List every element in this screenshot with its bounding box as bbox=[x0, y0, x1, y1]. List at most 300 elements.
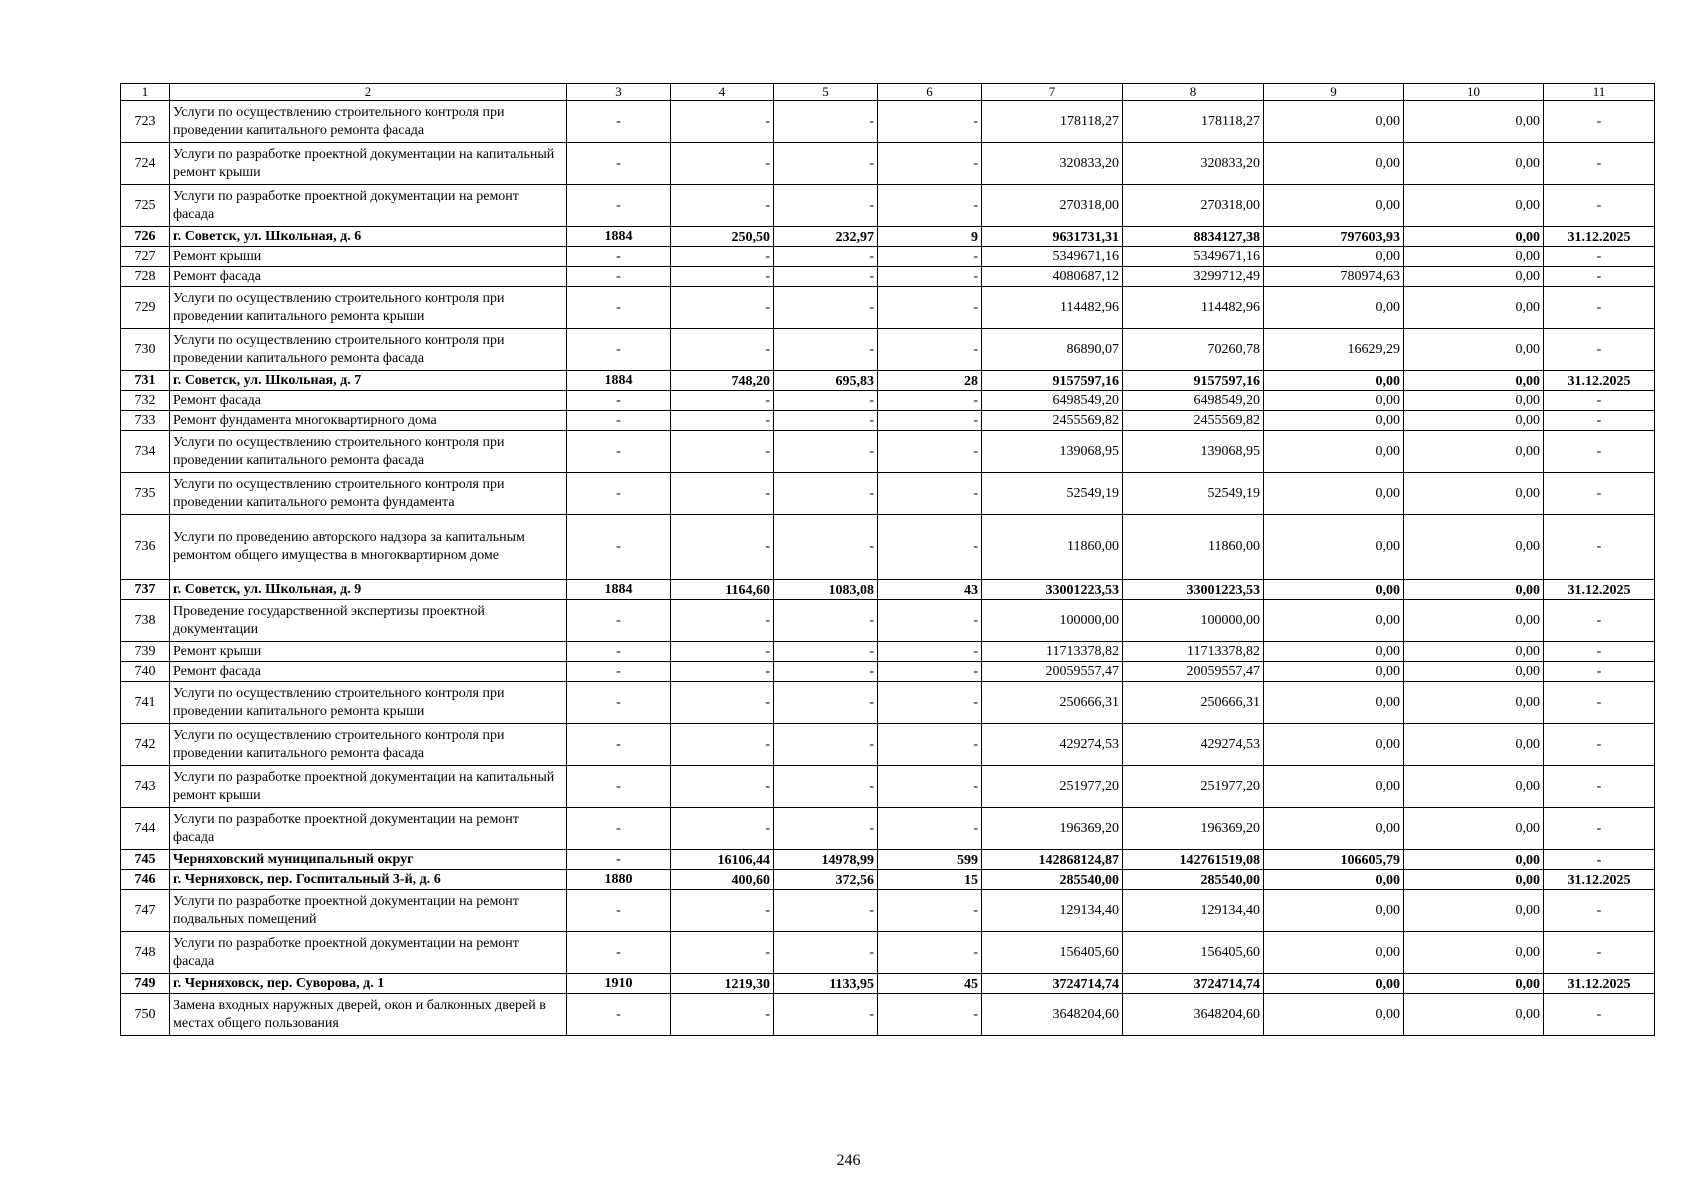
row-number: 724 bbox=[121, 143, 170, 185]
deadline-cell: - bbox=[1544, 766, 1655, 808]
residents-cell: 28 bbox=[878, 371, 982, 391]
cost-other-cell: 0,00 bbox=[1264, 580, 1404, 600]
table-row bbox=[121, 766, 1655, 808]
table-row bbox=[121, 329, 1655, 371]
area-total-cell: - bbox=[671, 890, 774, 932]
cost-extra-cell: 0,00 bbox=[1404, 994, 1544, 1036]
year-cell: - bbox=[567, 642, 671, 662]
cost-other-cell: 0,00 bbox=[1264, 473, 1404, 515]
item-name: г. Черняховск, пер. Суворова, д. 1 bbox=[170, 974, 567, 994]
cost-total-cell: 20059557,47 bbox=[982, 662, 1123, 682]
header-cell: 6 bbox=[878, 84, 982, 101]
area-living-cell: - bbox=[774, 515, 878, 580]
row-number: 744 bbox=[121, 808, 170, 850]
cost-other-cell: 0,00 bbox=[1264, 247, 1404, 267]
item-name: Услуги по разработке проектной документации на капитальный ремонт крыши bbox=[170, 766, 567, 808]
table-row bbox=[121, 287, 1655, 329]
item-name: г. Советск, ул. Школьная, д. 6 bbox=[170, 227, 567, 247]
row-number: 728 bbox=[121, 267, 170, 287]
row-number: 731 bbox=[121, 371, 170, 391]
cost-other-cell: 0,00 bbox=[1264, 287, 1404, 329]
area-total-cell: - bbox=[671, 247, 774, 267]
residents-cell: 43 bbox=[878, 580, 982, 600]
cost-extra-cell: 0,00 bbox=[1404, 580, 1544, 600]
cost-fund-cell: 52549,19 bbox=[1123, 473, 1264, 515]
area-living-cell: - bbox=[774, 431, 878, 473]
residents-cell: 15 bbox=[878, 870, 982, 890]
area-living-cell: - bbox=[774, 890, 878, 932]
cost-extra-cell: 0,00 bbox=[1404, 515, 1544, 580]
deadline-cell: - bbox=[1544, 287, 1655, 329]
cost-other-cell: 0,00 bbox=[1264, 185, 1404, 227]
area-living-cell: - bbox=[774, 411, 878, 431]
year-cell: 1880 bbox=[567, 870, 671, 890]
deadline-cell: 31.12.2025 bbox=[1544, 870, 1655, 890]
year-cell: 1884 bbox=[567, 227, 671, 247]
table-row bbox=[121, 391, 1655, 411]
cost-extra-cell: 0,00 bbox=[1404, 870, 1544, 890]
cost-total-cell: 11860,00 bbox=[982, 515, 1123, 580]
row-number: 748 bbox=[121, 932, 170, 974]
item-name: г. Советск, ул. Школьная, д. 7 bbox=[170, 371, 567, 391]
item-name: Услуги по проведению авторского надзора за капитальным ремонтом общего имущества в многоквартирном доме bbox=[170, 515, 567, 580]
area-living-cell: - bbox=[774, 600, 878, 642]
cost-total-cell: 156405,60 bbox=[982, 932, 1123, 974]
area-living-cell: - bbox=[774, 932, 878, 974]
row-number: 725 bbox=[121, 185, 170, 227]
table-row-address bbox=[121, 580, 1655, 600]
row-number: 749 bbox=[121, 974, 170, 994]
row-number: 734 bbox=[121, 431, 170, 473]
area-living-cell: 14978,99 bbox=[774, 850, 878, 870]
row-number: 750 bbox=[121, 994, 170, 1036]
row-number: 733 bbox=[121, 411, 170, 431]
year-cell: 1884 bbox=[567, 580, 671, 600]
table-row bbox=[121, 932, 1655, 974]
column-number-row bbox=[121, 84, 1655, 101]
header-cell: 2 bbox=[170, 84, 567, 101]
item-name: Услуги по разработке проектной документации на капитальный ремонт крыши bbox=[170, 143, 567, 185]
area-total-cell: - bbox=[671, 287, 774, 329]
cost-fund-cell: 2455569,82 bbox=[1123, 411, 1264, 431]
year-cell: - bbox=[567, 515, 671, 580]
residents-cell: - bbox=[878, 808, 982, 850]
residents-cell: - bbox=[878, 101, 982, 143]
item-name: Услуги по разработке проектной документации на ремонт фасада bbox=[170, 808, 567, 850]
area-total-cell: - bbox=[671, 932, 774, 974]
cost-extra-cell: 0,00 bbox=[1404, 411, 1544, 431]
cost-total-cell: 251977,20 bbox=[982, 766, 1123, 808]
table-row bbox=[121, 642, 1655, 662]
year-cell: - bbox=[567, 431, 671, 473]
row-number: 741 bbox=[121, 682, 170, 724]
year-cell: - bbox=[567, 600, 671, 642]
area-living-cell: - bbox=[774, 642, 878, 662]
cost-other-cell: 0,00 bbox=[1264, 515, 1404, 580]
residents-cell: 599 bbox=[878, 850, 982, 870]
area-total-cell: - bbox=[671, 267, 774, 287]
table-row bbox=[121, 267, 1655, 287]
cost-fund-cell: 129134,40 bbox=[1123, 890, 1264, 932]
table-row bbox=[121, 662, 1655, 682]
residents-cell: - bbox=[878, 247, 982, 267]
cost-other-cell: 0,00 bbox=[1264, 143, 1404, 185]
cost-fund-cell: 139068,95 bbox=[1123, 431, 1264, 473]
item-name: Услуги по осуществлению строительного контроля при проведении капитального ремонта фасада bbox=[170, 101, 567, 143]
area-total-cell: 16106,44 bbox=[671, 850, 774, 870]
header-cell: 3 bbox=[567, 84, 671, 101]
area-living-cell: 1133,95 bbox=[774, 974, 878, 994]
cost-fund-cell: 3724714,74 bbox=[1123, 974, 1264, 994]
cost-total-cell: 86890,07 bbox=[982, 329, 1123, 371]
cost-total-cell: 33001223,53 bbox=[982, 580, 1123, 600]
cost-fund-cell: 70260,78 bbox=[1123, 329, 1264, 371]
cost-other-cell: 16629,29 bbox=[1264, 329, 1404, 371]
row-number: 730 bbox=[121, 329, 170, 371]
cost-extra-cell: 0,00 bbox=[1404, 932, 1544, 974]
header-cell: 5 bbox=[774, 84, 878, 101]
table-row-address bbox=[121, 227, 1655, 247]
cost-fund-cell: 196369,20 bbox=[1123, 808, 1264, 850]
table-row bbox=[121, 431, 1655, 473]
table-row-address bbox=[121, 850, 1655, 870]
table-row bbox=[121, 515, 1655, 580]
item-name: Ремонт крыши bbox=[170, 642, 567, 662]
header-cell: 1 bbox=[121, 84, 170, 101]
cost-extra-cell: 0,00 bbox=[1404, 267, 1544, 287]
deadline-cell: - bbox=[1544, 850, 1655, 870]
area-living-cell: 695,83 bbox=[774, 371, 878, 391]
table-body bbox=[121, 84, 1655, 1036]
header-cell: 9 bbox=[1264, 84, 1404, 101]
cost-fund-cell: 142761519,08 bbox=[1123, 850, 1264, 870]
register-table bbox=[120, 83, 1655, 1036]
residents-cell: 9 bbox=[878, 227, 982, 247]
item-name: Услуги по осуществлению строительного контроля при проведении капитального ремонта крыши bbox=[170, 682, 567, 724]
cost-other-cell: 0,00 bbox=[1264, 600, 1404, 642]
area-total-cell: - bbox=[671, 808, 774, 850]
cost-extra-cell: 0,00 bbox=[1404, 724, 1544, 766]
cost-other-cell: 0,00 bbox=[1264, 682, 1404, 724]
residents-cell: - bbox=[878, 682, 982, 724]
area-living-cell: - bbox=[774, 287, 878, 329]
item-name: Услуги по осуществлению строительного контроля при проведении капитального ремонта фасада bbox=[170, 431, 567, 473]
cost-other-cell: 0,00 bbox=[1264, 391, 1404, 411]
deadline-cell: - bbox=[1544, 329, 1655, 371]
cost-extra-cell: 0,00 bbox=[1404, 227, 1544, 247]
header-cell: 8 bbox=[1123, 84, 1264, 101]
cost-fund-cell: 20059557,47 bbox=[1123, 662, 1264, 682]
cost-extra-cell: 0,00 bbox=[1404, 642, 1544, 662]
cost-other-cell: 780974,63 bbox=[1264, 267, 1404, 287]
cost-other-cell: 0,00 bbox=[1264, 724, 1404, 766]
cost-extra-cell: 0,00 bbox=[1404, 808, 1544, 850]
deadline-cell: 31.12.2025 bbox=[1544, 371, 1655, 391]
residents-cell: - bbox=[878, 411, 982, 431]
cost-extra-cell: 0,00 bbox=[1404, 850, 1544, 870]
area-living-cell: - bbox=[774, 391, 878, 411]
area-living-cell: 372,56 bbox=[774, 870, 878, 890]
area-total-cell: - bbox=[671, 411, 774, 431]
year-cell: - bbox=[567, 682, 671, 724]
item-name: Ремонт фасада bbox=[170, 267, 567, 287]
area-living-cell: - bbox=[774, 662, 878, 682]
cost-fund-cell: 251977,20 bbox=[1123, 766, 1264, 808]
area-total-cell: - bbox=[671, 391, 774, 411]
cost-extra-cell: 0,00 bbox=[1404, 682, 1544, 724]
residents-cell: - bbox=[878, 994, 982, 1036]
page-number: 246 bbox=[836, 1152, 861, 1169]
year-cell: - bbox=[567, 890, 671, 932]
cost-total-cell: 142868124,87 bbox=[982, 850, 1123, 870]
table-row bbox=[121, 890, 1655, 932]
area-total-cell: - bbox=[671, 431, 774, 473]
cost-extra-cell: 0,00 bbox=[1404, 287, 1544, 329]
cost-extra-cell: 0,00 bbox=[1404, 431, 1544, 473]
area-living-cell: - bbox=[774, 473, 878, 515]
item-name: Услуги по разработке проектной документации на ремонт фасада bbox=[170, 932, 567, 974]
row-number: 727 bbox=[121, 247, 170, 267]
cost-other-cell: 797603,93 bbox=[1264, 227, 1404, 247]
item-name: Ремонт фасада bbox=[170, 391, 567, 411]
area-living-cell: - bbox=[774, 247, 878, 267]
deadline-cell: 31.12.2025 bbox=[1544, 580, 1655, 600]
row-number: 729 bbox=[121, 287, 170, 329]
year-cell: - bbox=[567, 391, 671, 411]
cost-extra-cell: 0,00 bbox=[1404, 662, 1544, 682]
year-cell: - bbox=[567, 766, 671, 808]
deadline-cell: - bbox=[1544, 515, 1655, 580]
cost-total-cell: 320833,20 bbox=[982, 143, 1123, 185]
year-cell: 1884 bbox=[567, 371, 671, 391]
cost-extra-cell: 0,00 bbox=[1404, 766, 1544, 808]
residents-cell: - bbox=[878, 185, 982, 227]
cost-extra-cell: 0,00 bbox=[1404, 143, 1544, 185]
row-number: 736 bbox=[121, 515, 170, 580]
deadline-cell: - bbox=[1544, 890, 1655, 932]
year-cell: 1910 bbox=[567, 974, 671, 994]
area-living-cell: - bbox=[774, 143, 878, 185]
cost-fund-cell: 11860,00 bbox=[1123, 515, 1264, 580]
cost-other-cell: 0,00 bbox=[1264, 890, 1404, 932]
cost-extra-cell: 0,00 bbox=[1404, 890, 1544, 932]
cost-other-cell: 0,00 bbox=[1264, 766, 1404, 808]
item-name: г. Черняховск, пер. Госпитальный 3-й, д. 6 bbox=[170, 870, 567, 890]
cost-fund-cell: 320833,20 bbox=[1123, 143, 1264, 185]
item-name: Услуги по осуществлению строительного контроля при проведении капитального ремонта фасада bbox=[170, 724, 567, 766]
cost-fund-cell: 8834127,38 bbox=[1123, 227, 1264, 247]
year-cell: - bbox=[567, 329, 671, 371]
area-total-cell: - bbox=[671, 101, 774, 143]
deadline-cell: - bbox=[1544, 642, 1655, 662]
year-cell: - bbox=[567, 724, 671, 766]
table-row bbox=[121, 247, 1655, 267]
year-cell: - bbox=[567, 662, 671, 682]
residents-cell: - bbox=[878, 662, 982, 682]
cost-fund-cell: 11713378,82 bbox=[1123, 642, 1264, 662]
residents-cell: - bbox=[878, 287, 982, 329]
deadline-cell: - bbox=[1544, 185, 1655, 227]
cost-fund-cell: 6498549,20 bbox=[1123, 391, 1264, 411]
area-total-cell: - bbox=[671, 642, 774, 662]
residents-cell: 45 bbox=[878, 974, 982, 994]
deadline-cell: - bbox=[1544, 143, 1655, 185]
residents-cell: - bbox=[878, 932, 982, 974]
cost-extra-cell: 0,00 bbox=[1404, 329, 1544, 371]
deadline-cell: - bbox=[1544, 724, 1655, 766]
cost-fund-cell: 3299712,49 bbox=[1123, 267, 1264, 287]
area-living-cell: 232,97 bbox=[774, 227, 878, 247]
item-name: Услуги по осуществлению строительного контроля при проведении капитального ремонта фундамента bbox=[170, 473, 567, 515]
residents-cell: - bbox=[878, 642, 982, 662]
area-living-cell: - bbox=[774, 724, 878, 766]
cost-other-cell: 0,00 bbox=[1264, 974, 1404, 994]
year-cell: - bbox=[567, 185, 671, 227]
cost-fund-cell: 429274,53 bbox=[1123, 724, 1264, 766]
area-total-cell: 748,20 bbox=[671, 371, 774, 391]
table-row-address bbox=[121, 371, 1655, 391]
residents-cell: - bbox=[878, 267, 982, 287]
header-cell: 4 bbox=[671, 84, 774, 101]
cost-total-cell: 11713378,82 bbox=[982, 642, 1123, 662]
area-total-cell: - bbox=[671, 473, 774, 515]
cost-extra-cell: 0,00 bbox=[1404, 247, 1544, 267]
deadline-cell: 31.12.2025 bbox=[1544, 227, 1655, 247]
area-total-cell: - bbox=[671, 724, 774, 766]
cost-other-cell: 0,00 bbox=[1264, 994, 1404, 1036]
row-number: 746 bbox=[121, 870, 170, 890]
area-living-cell: - bbox=[774, 101, 878, 143]
item-name: Услуги по разработке проектной документации на ремонт подвальных помещений bbox=[170, 890, 567, 932]
deadline-cell: - bbox=[1544, 391, 1655, 411]
cost-total-cell: 2455569,82 bbox=[982, 411, 1123, 431]
cost-total-cell: 9157597,16 bbox=[982, 371, 1123, 391]
cost-total-cell: 178118,27 bbox=[982, 101, 1123, 143]
header-cell: 11 bbox=[1544, 84, 1655, 101]
area-total-cell: 1219,30 bbox=[671, 974, 774, 994]
residents-cell: - bbox=[878, 143, 982, 185]
cost-fund-cell: 270318,00 bbox=[1123, 185, 1264, 227]
area-living-cell: - bbox=[774, 766, 878, 808]
cost-other-cell: 0,00 bbox=[1264, 808, 1404, 850]
item-name: Услуги по разработке проектной документации на ремонт фасада bbox=[170, 185, 567, 227]
cost-extra-cell: 0,00 bbox=[1404, 974, 1544, 994]
item-name: Ремонт фасада bbox=[170, 662, 567, 682]
table-row bbox=[121, 724, 1655, 766]
year-cell: - bbox=[567, 808, 671, 850]
cost-total-cell: 114482,96 bbox=[982, 287, 1123, 329]
area-total-cell: - bbox=[671, 994, 774, 1036]
area-total-cell: - bbox=[671, 766, 774, 808]
cost-total-cell: 196369,20 bbox=[982, 808, 1123, 850]
area-living-cell: - bbox=[774, 682, 878, 724]
cost-total-cell: 285540,00 bbox=[982, 870, 1123, 890]
table-row bbox=[121, 411, 1655, 431]
cost-extra-cell: 0,00 bbox=[1404, 391, 1544, 411]
area-total-cell: - bbox=[671, 515, 774, 580]
cost-total-cell: 3648204,60 bbox=[982, 994, 1123, 1036]
year-cell: - bbox=[567, 267, 671, 287]
row-number: 726 bbox=[121, 227, 170, 247]
area-total-cell: - bbox=[671, 185, 774, 227]
table-row bbox=[121, 473, 1655, 515]
cost-total-cell: 5349671,16 bbox=[982, 247, 1123, 267]
table-row bbox=[121, 994, 1655, 1036]
item-name: Черняховский муниципальный округ bbox=[170, 850, 567, 870]
cost-other-cell: 0,00 bbox=[1264, 431, 1404, 473]
table-row-address bbox=[121, 870, 1655, 890]
cost-other-cell: 0,00 bbox=[1264, 932, 1404, 974]
year-cell: - bbox=[567, 101, 671, 143]
deadline-cell: - bbox=[1544, 101, 1655, 143]
cost-fund-cell: 114482,96 bbox=[1123, 287, 1264, 329]
item-name: Проведение государственной экспертизы проектной документации bbox=[170, 600, 567, 642]
year-cell: - bbox=[567, 143, 671, 185]
deadline-cell: - bbox=[1544, 808, 1655, 850]
table-row bbox=[121, 682, 1655, 724]
table-row bbox=[121, 101, 1655, 143]
deadline-cell: - bbox=[1544, 932, 1655, 974]
area-total-cell: 250,50 bbox=[671, 227, 774, 247]
year-cell: - bbox=[567, 411, 671, 431]
area-living-cell: - bbox=[774, 329, 878, 371]
cost-extra-cell: 0,00 bbox=[1404, 600, 1544, 642]
cost-total-cell: 52549,19 bbox=[982, 473, 1123, 515]
cost-total-cell: 250666,31 bbox=[982, 682, 1123, 724]
deadline-cell: - bbox=[1544, 431, 1655, 473]
table-row bbox=[121, 808, 1655, 850]
residents-cell: - bbox=[878, 600, 982, 642]
row-number: 723 bbox=[121, 101, 170, 143]
area-total-cell: - bbox=[671, 143, 774, 185]
cost-other-cell: 106605,79 bbox=[1264, 850, 1404, 870]
cost-extra-cell: 0,00 bbox=[1404, 101, 1544, 143]
cost-extra-cell: 0,00 bbox=[1404, 371, 1544, 391]
area-total-cell: - bbox=[671, 329, 774, 371]
deadline-cell: - bbox=[1544, 411, 1655, 431]
item-name: Ремонт крыши bbox=[170, 247, 567, 267]
cost-other-cell: 0,00 bbox=[1264, 101, 1404, 143]
area-living-cell: - bbox=[774, 808, 878, 850]
cost-fund-cell: 100000,00 bbox=[1123, 600, 1264, 642]
cost-other-cell: 0,00 bbox=[1264, 411, 1404, 431]
header-cell: 7 bbox=[982, 84, 1123, 101]
year-cell: - bbox=[567, 287, 671, 329]
cost-extra-cell: 0,00 bbox=[1404, 185, 1544, 227]
area-total-cell: - bbox=[671, 662, 774, 682]
cost-other-cell: 0,00 bbox=[1264, 642, 1404, 662]
table-row bbox=[121, 143, 1655, 185]
year-cell: - bbox=[567, 932, 671, 974]
cost-total-cell: 3724714,74 bbox=[982, 974, 1123, 994]
item-name: Услуги по осуществлению строительного контроля при проведении капитального ремонта фасада bbox=[170, 329, 567, 371]
year-cell: - bbox=[567, 994, 671, 1036]
area-living-cell: 1083,08 bbox=[774, 580, 878, 600]
residents-cell: - bbox=[878, 431, 982, 473]
residents-cell: - bbox=[878, 329, 982, 371]
row-number: 745 bbox=[121, 850, 170, 870]
residents-cell: - bbox=[878, 890, 982, 932]
table-row bbox=[121, 185, 1655, 227]
deadline-cell: - bbox=[1544, 473, 1655, 515]
row-number: 732 bbox=[121, 391, 170, 411]
row-number: 739 bbox=[121, 642, 170, 662]
row-number: 747 bbox=[121, 890, 170, 932]
cost-extra-cell: 0,00 bbox=[1404, 473, 1544, 515]
cost-fund-cell: 3648204,60 bbox=[1123, 994, 1264, 1036]
deadline-cell: 31.12.2025 bbox=[1544, 974, 1655, 994]
row-number: 740 bbox=[121, 662, 170, 682]
